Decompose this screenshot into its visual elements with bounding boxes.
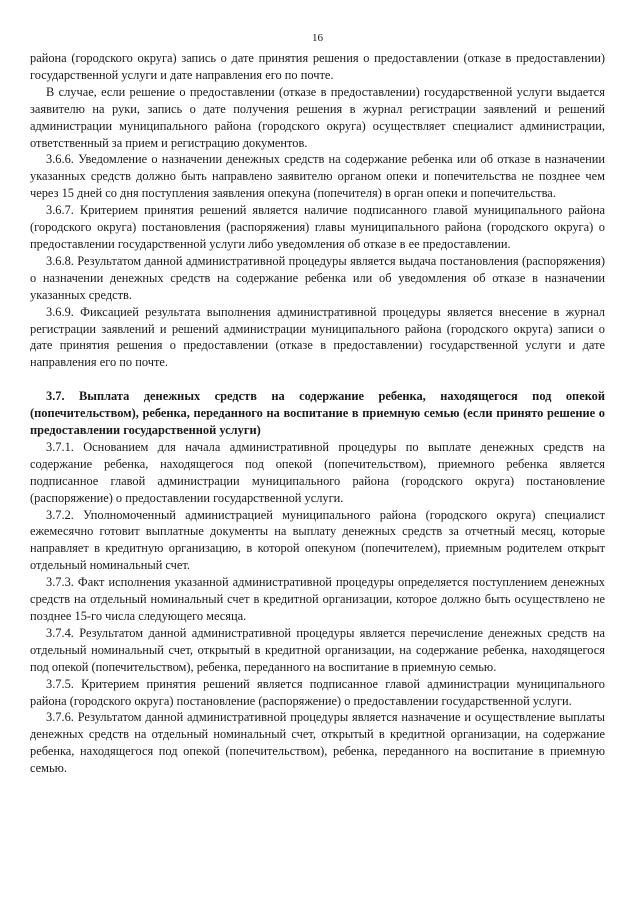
paragraph-3-7-2: 3.7.2. Уполномоченный администрацией муниципального района (городского округа) специалист ежемесячно готовит выплатные документы на выплату денежных средств за отчетный месяц, которые направляет в кредитную организацию, в которой опекуном (попечителем), приемным родителем открыт отдельный номинальный счет. xyxy=(30,507,605,573)
paragraph-3-7-1: 3.7.1. Основанием для начала административной процедуры по выплате денежных средств на содержание ребенка, находящегося под опекой (попечительством), приемного ребенка является подписанное главой администрации муниципального района (городского округа) постановление (распоряжение) о предоставлении государственной услуги. xyxy=(30,439,605,505)
section-heading-3-7: 3.7. Выплата денежных средств на содержание ребенка, находящегося под опекой (попечительством), ребенка, переданного на воспитание в приемную семью (если принято решение о предоставлении государственной услуги) xyxy=(30,389,605,438)
paragraph-3-7-6: 3.7.6. Результатом данной административной процедуры является назначение и осуществление выплаты денежных средств на отдельный номинальный счет, открытый в кредитной организации, на содержание ребенка, находящегося под опекой (попечительством), ребенка, переданного на воспитание в приемную семью. xyxy=(30,710,605,776)
paragraph-continuation: района (городского округа) запись о дате принятия решения о предоставлении (отказе в предоставлении) государственной услуги и дате направления его по почте. xyxy=(30,51,605,82)
paragraph-3-7-5: 3.7.5. Критерием принятия решений является подписанное главой администрации муниципального района (городского округа) постановление (распоряжение) о предоставлении государственной услуги. xyxy=(30,676,605,708)
paragraph-3-6-7: 3.6.7. Критерием принятия решений является наличие подписанного главой муниципального района (городского округа) постановления (распоряжения) главы муниципального района (городского округа) о предоставлении государственной услуги либо уведомления об отказе в ее предоставлении. xyxy=(30,203,605,251)
paragraph-3-6-8: 3.6.8. Результатом данной административной процедуры является выдача постановления (распоряжения) о назначении денежных средств на содержание ребенка или об уведомления об отказе в назначении указанных средств. xyxy=(30,253,605,302)
paragraph-3-7-3: 3.7.3. Факт исполнения указанной административной процедуры определяется поступлением денежных средств на отдельный номинальный счет в кредитной организации, которое должно быть осуществлено не позднее 15-го числа следующего месяца. xyxy=(30,575,605,623)
paragraph-3-6-9: 3.6.9. Фиксацией результата выполнения административной процедуры является внесение в журнал регистрации заявлений и решений администрации муниципального района (городского округа) записи о дате принятия решения о предоставлении (отказе в предоставлении) государственной услуги и дате направления его по почте. xyxy=(30,304,605,370)
paragraph-3-6-6: 3.6.6. Уведомление о назначении денежных средств на содержание ребенка или об отказе в назначении указанных средств должно быть направлено заявителю органом опеки и попечительства не позднее чем через 15 дней со дня поступления заявления опекуна (попечителя) в орган опеки и попечительства. xyxy=(30,152,605,201)
paragraph-3-7-4: 3.7.4. Результатом данной административной процедуры является перечисление денежных средств на отдельный номинальный счет, открытый в кредитной организации, на содержание ребенка, находящегося под опекой (попечительством), ребенка, переданного на воспитание в приемную семью. xyxy=(30,625,605,674)
paragraph-personal-delivery: В случае, если решение о предоставлении (отказе в предоставлении) государственной услуги выдается заявителю на руки, запись о дате получения решения в журнал регистрации заявлений и решений администрации муниципального района (городского округа) осуществляет специалист администрации, ответственный за прием и регистрацию документов. xyxy=(30,84,605,150)
page-number: 16 xyxy=(312,32,323,44)
